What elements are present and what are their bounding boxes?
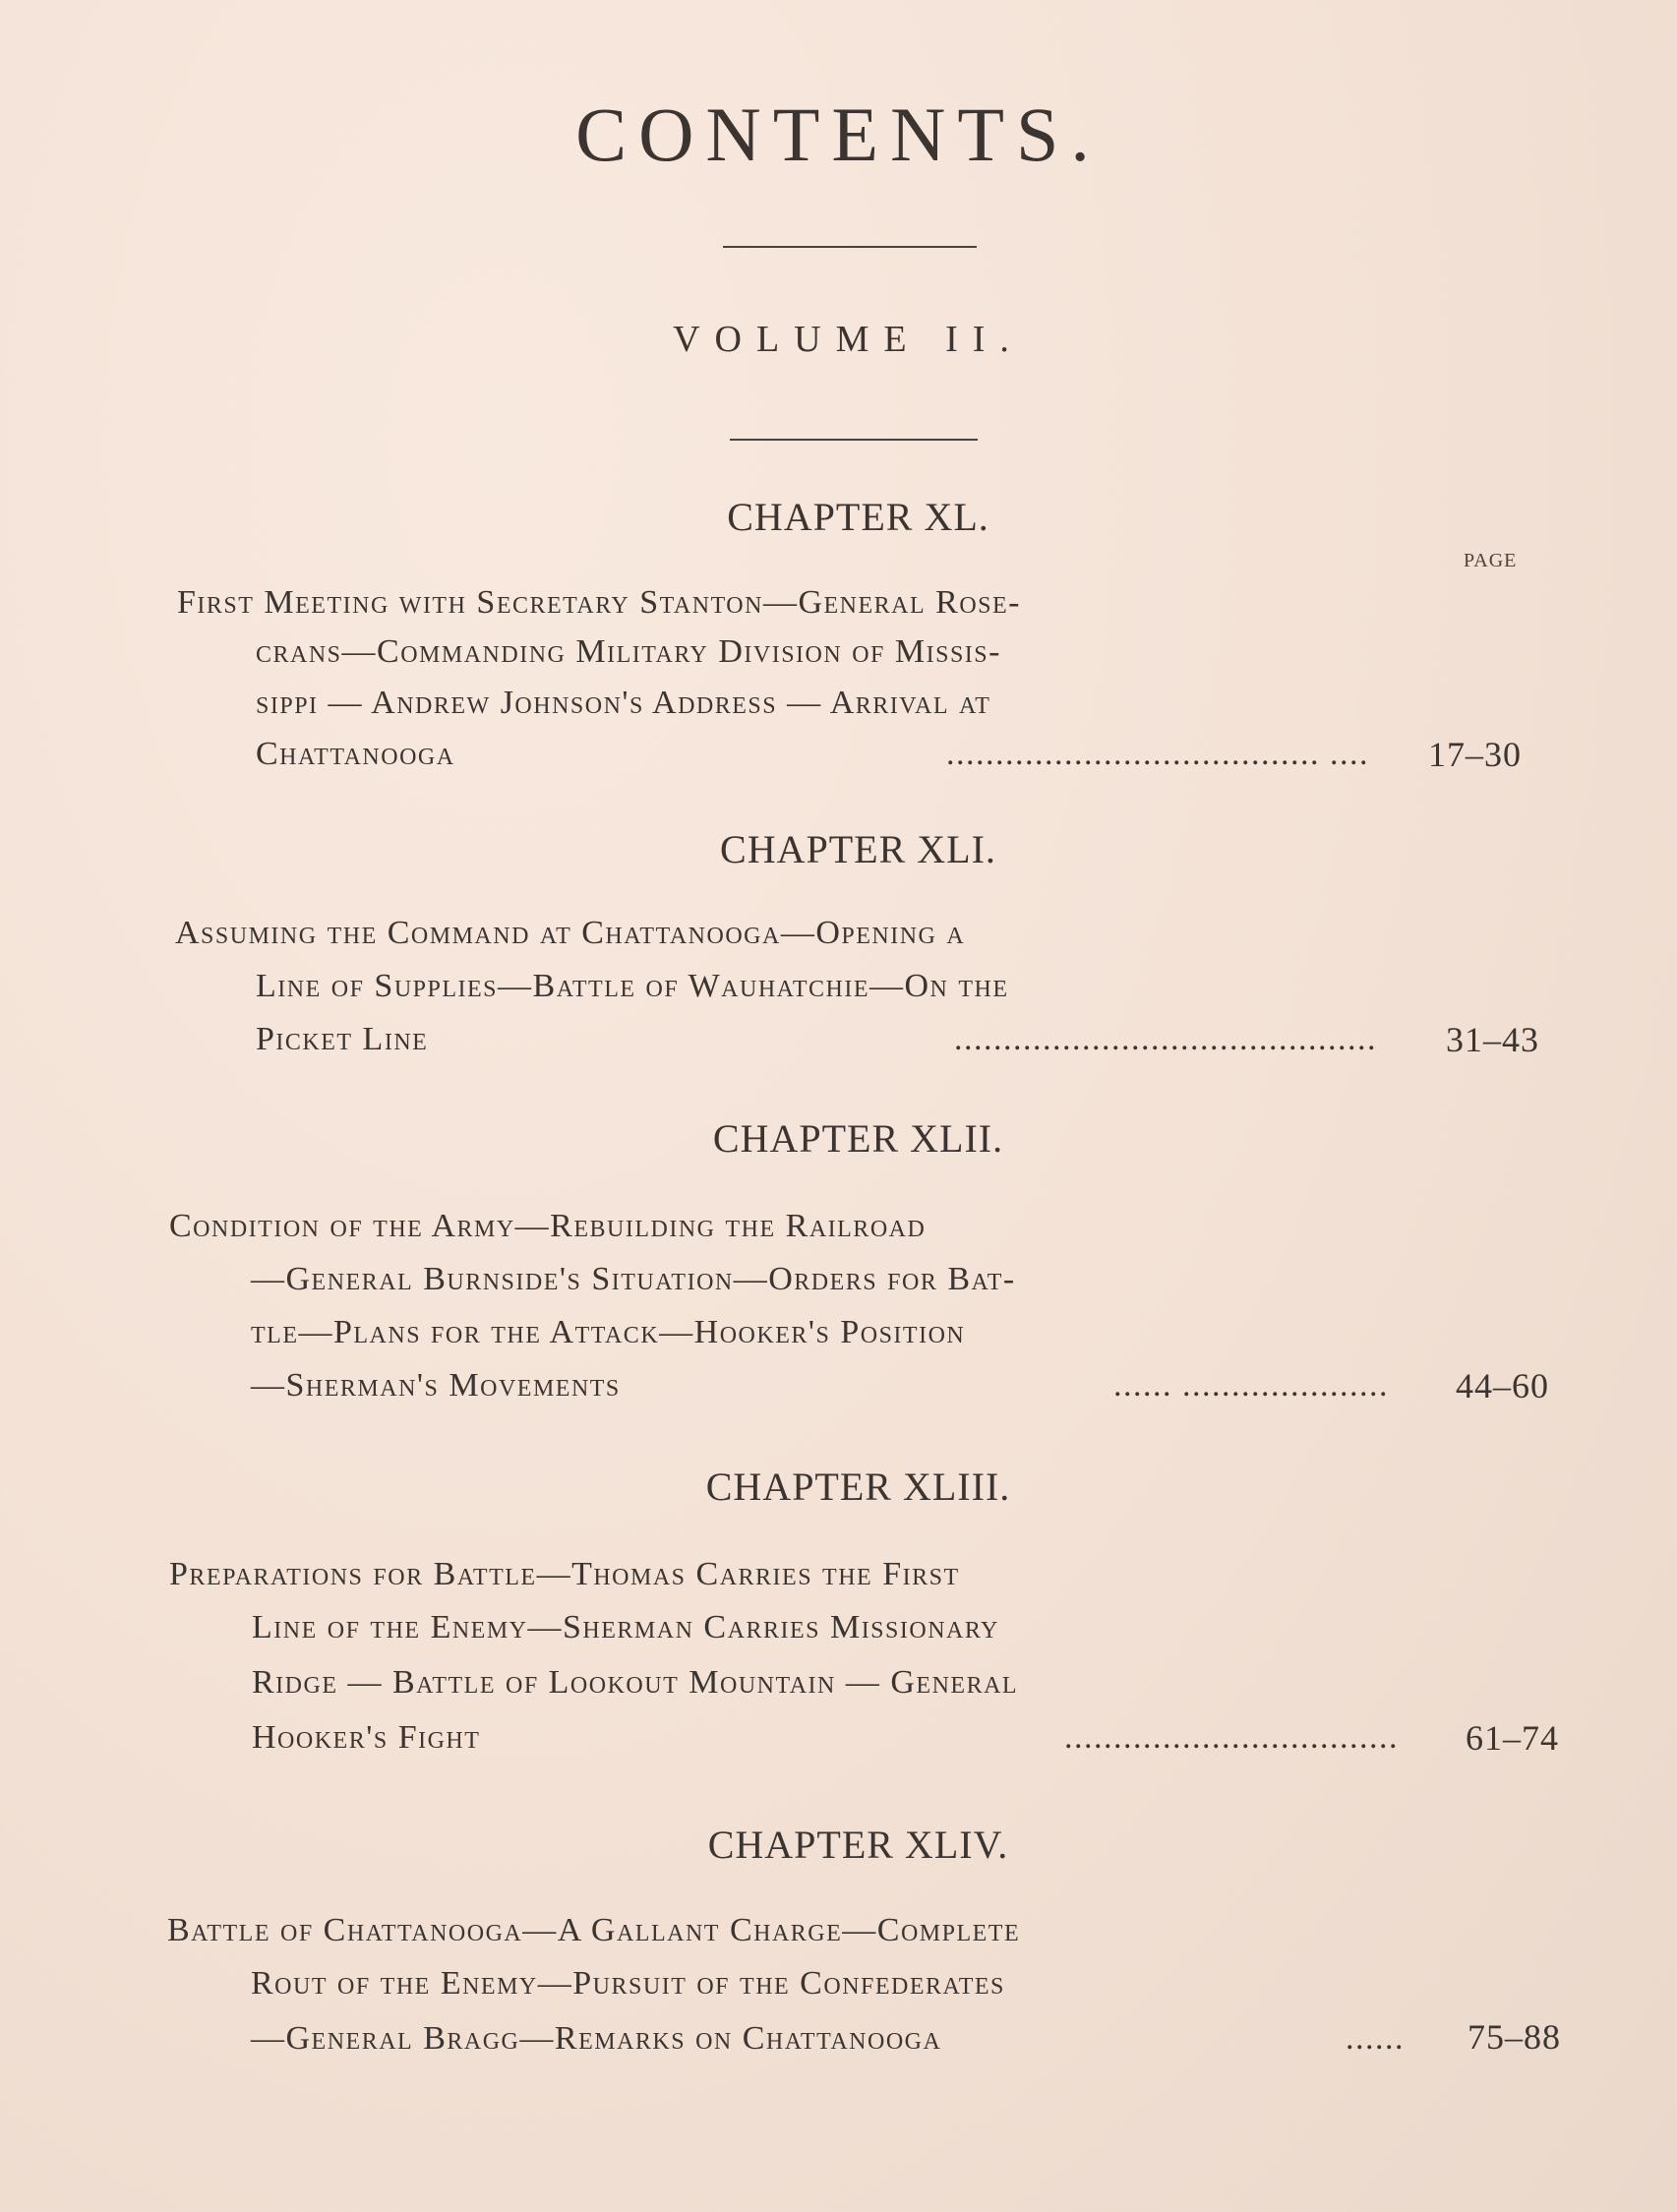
entry-last-line [256, 736, 1369, 773]
entry-line: Assuming the Command at Chattanooga—Opening a [175, 915, 966, 951]
entry-line: crans—Commanding Military Division of Missis- [256, 633, 1001, 670]
page-column-label: PAGE [1464, 550, 1518, 571]
entry-line-end: Hooker's Fight [252, 1719, 481, 1756]
entry-line: sippi — Andrew Johnson's Address — Arrival at [256, 685, 991, 721]
entry-line: Line of Supplies—Battle of Wauhatchie—On the [256, 968, 1009, 1004]
page-title: CONTENTS. [575, 91, 1102, 177]
dot-leader: ...... ..................... [1113, 1367, 1389, 1404]
chapter-heading: CHAPTER XLI. [720, 827, 996, 871]
entry-line: Line of the Enemy—Sherman Carries Missionary [252, 1609, 999, 1645]
dot-leader: ...................................... .... [946, 736, 1369, 772]
entry-last-line [256, 1021, 1377, 1058]
entry-last-line [252, 1719, 1399, 1757]
chapter-heading: CHAPTER XLIII. [705, 1465, 1011, 1509]
entry-line: Preparations for Battle—Thomas Carries the First [169, 1556, 960, 1592]
dot-leader: .................................. [1064, 1719, 1399, 1756]
divider-rule [723, 246, 977, 248]
divider-rule [730, 439, 978, 441]
entry-line-end: Chattanooga [256, 736, 455, 772]
entry-line: tle—Plans for the Attack—Hooker's Position [251, 1314, 966, 1350]
dot-leader: ........................................... [954, 1021, 1377, 1057]
dot-leader: ...... [1346, 2020, 1405, 2057]
entry-line: Condition of the Army—Rebuilding the Railroad [169, 1208, 927, 1244]
entry-line-end: Picket Line [256, 1021, 429, 1057]
entry-line: Rout of the Enemy—Pursuit of the Confederates [251, 1965, 1005, 2002]
chapter-heading: CHAPTER XL. [727, 495, 989, 539]
page-range: 61–74 [1466, 1718, 1559, 1758]
page-range: 75–88 [1467, 2017, 1561, 2057]
page-range: 17–30 [1428, 735, 1522, 774]
entry-line: —General Burnside's Situation—Orders for Bat- [251, 1261, 1016, 1297]
chapter-heading: CHAPTER XLIV. [707, 1823, 1009, 1867]
entry-line: Ridge — Battle of Lookout Mountain — General [252, 1664, 1019, 1701]
entry-line: Battle of Chattanooga—A Gallant Charge—Complete [167, 1912, 1021, 1948]
entry-line-end: —Sherman's Movements [251, 1367, 621, 1404]
entry-line: First Meeting with Secretary Stanton—General Rose- [177, 584, 1022, 621]
page-range: 44–60 [1456, 1366, 1549, 1405]
entry-last-line [251, 2020, 1405, 2058]
entry-line-end: —General Bragg—Remarks on Chattanooga [251, 2020, 942, 2057]
entry-last-line [251, 1367, 1389, 1405]
page-range: 31–43 [1446, 1020, 1539, 1059]
chapter-heading: CHAPTER XLII. [712, 1116, 1004, 1161]
volume-label: VOLUME II. [673, 319, 1024, 360]
